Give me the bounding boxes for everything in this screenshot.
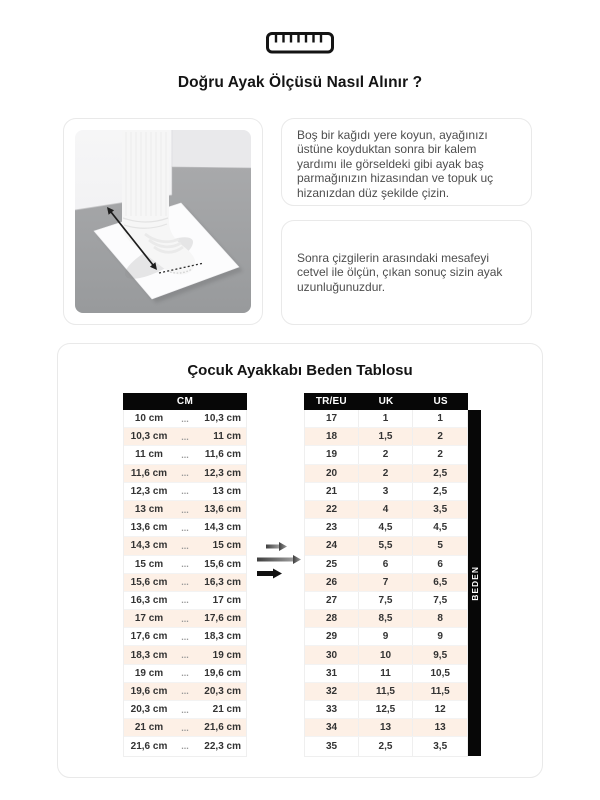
mapping-arrows-icon bbox=[257, 541, 307, 588]
cm-to-value: 18,3 cm bbox=[204, 631, 241, 643]
cm-to-value: 12,3 cm bbox=[204, 467, 241, 479]
size-uk-value: 1,5 bbox=[359, 428, 413, 445]
size-us-value: 13 bbox=[434, 722, 446, 734]
cm-from-value: 20,3 cm bbox=[130, 704, 168, 716]
cm-from-value: 18,3 cm bbox=[130, 649, 168, 661]
size-us-value: 2,5 bbox=[433, 485, 448, 497]
size-tr-eu-value: 25 bbox=[305, 556, 359, 573]
size-us-value: 4,5 bbox=[433, 522, 448, 534]
range-separator: ... bbox=[181, 540, 189, 551]
size-uk-value: 2 bbox=[359, 465, 413, 482]
range-separator: ... bbox=[181, 686, 189, 697]
size-us-value: 2 bbox=[437, 431, 443, 443]
cm-to-value: 17 cm bbox=[212, 594, 241, 606]
range-separator: ... bbox=[181, 595, 189, 606]
size-us-value: 6 bbox=[437, 558, 443, 570]
size-table-row bbox=[305, 701, 467, 719]
cm-from-value: 15,6 cm bbox=[130, 576, 168, 588]
cm-table-row bbox=[124, 519, 246, 537]
size-table-row bbox=[305, 537, 467, 555]
cm-table-header: CM bbox=[123, 393, 247, 410]
size-uk-value: 4,5 bbox=[359, 519, 413, 536]
size-table-row bbox=[305, 592, 467, 610]
cm-from-value: 16,3 cm bbox=[130, 594, 168, 606]
cm-to-value: 22,3 cm bbox=[204, 740, 241, 752]
foot-measure-image-card bbox=[63, 118, 263, 325]
size-tr-eu-value: 19 bbox=[305, 446, 359, 463]
cm-table-row bbox=[124, 628, 246, 646]
ruler-icon bbox=[0, 30, 600, 61]
size-tr-eu-value: 20 bbox=[305, 465, 359, 482]
size-uk-value: 10 bbox=[359, 646, 413, 663]
size-table-row bbox=[305, 610, 467, 628]
size-tr-eu-value: 29 bbox=[305, 628, 359, 645]
range-separator: ... bbox=[181, 650, 189, 661]
size-table-body bbox=[304, 410, 468, 757]
range-separator: ... bbox=[181, 468, 189, 479]
foot-measure-photo bbox=[75, 130, 251, 313]
beden-vertical-bar bbox=[468, 410, 481, 756]
cm-table-row bbox=[124, 610, 246, 628]
cm-from-value: 17,6 cm bbox=[130, 631, 168, 643]
size-tr-eu-value: 24 bbox=[305, 537, 359, 554]
cm-table-row bbox=[124, 465, 246, 483]
size-us-value: 11,5 bbox=[430, 685, 450, 697]
cm-from-value: 21,6 cm bbox=[130, 740, 168, 752]
size-table-row bbox=[305, 446, 467, 464]
size-uk-value: 11,5 bbox=[359, 683, 413, 700]
cm-to-value: 20,3 cm bbox=[204, 685, 241, 697]
size-tr-eu-value: 34 bbox=[305, 719, 359, 736]
size-table-row bbox=[305, 646, 467, 664]
size-chart-card bbox=[57, 343, 543, 778]
cm-to-value: 21 cm bbox=[212, 704, 241, 716]
size-us-value: 2,5 bbox=[433, 467, 448, 479]
cm-to-value: 11,6 cm bbox=[204, 449, 241, 461]
cm-table-row bbox=[124, 537, 246, 555]
size-tr-eu-value: 28 bbox=[305, 610, 359, 627]
cm-table-row bbox=[124, 665, 246, 683]
instruction-step-2: Sonra çizgilerin arasındaki mesafeyi cetvel ile ölçün, çıkan sonuç sizin ayak uzunluğunuzdur. bbox=[297, 250, 503, 294]
size-table-header-uk: UK bbox=[378, 396, 394, 407]
range-separator: ... bbox=[181, 486, 189, 497]
cm-table-row bbox=[124, 719, 246, 737]
size-uk-value: 13 bbox=[359, 719, 413, 736]
range-separator: ... bbox=[181, 722, 189, 733]
cm-to-value: 11 cm bbox=[213, 431, 241, 443]
size-us-value: 6,5 bbox=[433, 576, 448, 588]
size-uk-value: 2 bbox=[359, 446, 413, 463]
size-table bbox=[304, 393, 468, 757]
cm-table-row bbox=[124, 501, 246, 519]
size-us-value: 1 bbox=[437, 413, 443, 425]
cm-from-value: 11 cm bbox=[135, 449, 163, 461]
size-us-value: 3,5 bbox=[433, 504, 448, 516]
range-separator: ... bbox=[181, 577, 189, 588]
cm-to-value: 13,6 cm bbox=[204, 504, 241, 516]
size-table-header-us: US bbox=[433, 396, 448, 407]
cm-table bbox=[123, 393, 247, 757]
size-tr-eu-value: 32 bbox=[305, 683, 359, 700]
beden-label: BEDEN bbox=[469, 565, 480, 601]
cm-table-row bbox=[124, 446, 246, 464]
cm-from-value: 10 cm bbox=[134, 413, 164, 425]
cm-table-row bbox=[124, 592, 246, 610]
cm-to-value: 10,3 cm bbox=[204, 413, 241, 425]
cm-table-row bbox=[124, 428, 246, 446]
size-table-row bbox=[305, 628, 467, 646]
size-table-row bbox=[305, 465, 467, 483]
size-table-row bbox=[305, 501, 467, 519]
cm-table-row bbox=[124, 646, 246, 664]
cm-to-value: 13 cm bbox=[212, 485, 241, 497]
cm-from-value: 10,3 cm bbox=[130, 431, 168, 443]
size-tr-eu-value: 30 bbox=[305, 646, 359, 663]
instruction-step-1: Boş bir kağıdı yere koyun, ayağınızı üstüne koyduktan sonra bir kalem yardımı ile görseldeki gibi ayak baş parmağınızın hizasından ve topuk uç hizanızdan düz şekilde çizin. bbox=[297, 128, 494, 200]
cm-to-value: 15 cm bbox=[212, 540, 241, 552]
cm-table-row bbox=[124, 410, 246, 428]
size-us-value: 5 bbox=[437, 540, 443, 552]
range-separator: ... bbox=[181, 431, 189, 442]
size-tr-eu-value: 27 bbox=[305, 592, 359, 609]
size-us-value: 8 bbox=[437, 613, 443, 625]
cm-from-value: 13,6 cm bbox=[130, 522, 168, 534]
cm-from-value: 15 cm bbox=[134, 558, 164, 570]
instruction-card-2 bbox=[281, 220, 532, 325]
size-tr-eu-value: 18 bbox=[305, 428, 359, 445]
size-uk-value: 3 bbox=[359, 483, 413, 500]
cm-table-row bbox=[124, 483, 246, 501]
range-separator: ... bbox=[181, 668, 189, 679]
range-separator: ... bbox=[181, 631, 189, 642]
size-us-value: 9,5 bbox=[433, 649, 448, 661]
cm-from-value: 19 cm bbox=[134, 667, 164, 679]
cm-from-value: 19,6 cm bbox=[130, 685, 168, 697]
size-us-value: 7,5 bbox=[433, 594, 448, 606]
size-us-value: 3,5 bbox=[433, 740, 448, 752]
size-table-row bbox=[305, 519, 467, 537]
size-table-row bbox=[305, 737, 467, 755]
cm-to-value: 21,6 cm bbox=[204, 722, 241, 734]
size-us-value: 10,5 bbox=[430, 667, 450, 679]
cm-to-value: 17,6 cm bbox=[204, 613, 241, 625]
range-separator: ... bbox=[181, 741, 189, 752]
size-table-row bbox=[305, 683, 467, 701]
size-uk-value: 1 bbox=[359, 410, 413, 427]
size-table-header-row bbox=[304, 393, 468, 410]
size-table-row bbox=[305, 574, 467, 592]
size-table-row bbox=[305, 428, 467, 446]
size-table-header-tr-eu: TR/EU bbox=[315, 396, 347, 407]
range-separator: ... bbox=[181, 449, 189, 460]
size-table-row bbox=[305, 556, 467, 574]
cm-from-value: 12,3 cm bbox=[130, 485, 168, 497]
size-uk-value: 4 bbox=[359, 501, 413, 518]
size-us-value: 12 bbox=[434, 704, 446, 716]
size-uk-value: 5,5 bbox=[359, 537, 413, 554]
size-us-value: 9 bbox=[437, 631, 443, 643]
size-tr-eu-value: 21 bbox=[305, 483, 359, 500]
size-tr-eu-value: 33 bbox=[305, 701, 359, 718]
size-tr-eu-value: 22 bbox=[305, 501, 359, 518]
instruction-card-1 bbox=[281, 118, 532, 206]
size-uk-value: 7,5 bbox=[359, 592, 413, 609]
size-table-row bbox=[305, 483, 467, 501]
size-uk-value: 12,5 bbox=[359, 701, 413, 718]
cm-from-value: 13 cm bbox=[134, 504, 164, 516]
range-separator: ... bbox=[181, 613, 189, 624]
size-uk-value: 6 bbox=[359, 556, 413, 573]
cm-table-body bbox=[123, 410, 247, 757]
range-separator: ... bbox=[181, 559, 189, 570]
range-separator: ... bbox=[181, 522, 189, 533]
cm-to-value: 14,3 cm bbox=[204, 522, 241, 534]
cm-to-value: 19 cm bbox=[212, 649, 241, 661]
page-title: Doğru Ayak Ölçüsü Nasıl Alınır ? bbox=[177, 74, 423, 91]
size-tr-eu-value: 17 bbox=[305, 410, 359, 427]
size-uk-value: 9 bbox=[359, 628, 413, 645]
size-uk-value: 11 bbox=[359, 665, 413, 682]
cm-table-row bbox=[124, 574, 246, 592]
cm-table-row bbox=[124, 737, 246, 755]
cm-to-value: 16,3 cm bbox=[204, 576, 241, 588]
cm-table-row bbox=[124, 701, 246, 719]
size-tr-eu-value: 35 bbox=[305, 737, 359, 755]
cm-from-value: 21 cm bbox=[134, 722, 164, 734]
size-tr-eu-value: 23 bbox=[305, 519, 359, 536]
cm-table-row bbox=[124, 683, 246, 701]
cm-from-value: 14,3 cm bbox=[130, 540, 168, 552]
range-separator: ... bbox=[181, 413, 189, 424]
size-uk-value: 8,5 bbox=[359, 610, 413, 627]
range-separator: ... bbox=[181, 504, 189, 515]
cm-to-value: 19,6 cm bbox=[204, 667, 241, 679]
size-table-row bbox=[305, 410, 467, 428]
size-chart-title: Çocuk Ayakkabı Beden Tablosu bbox=[187, 362, 413, 379]
cm-from-value: 11,6 cm bbox=[130, 467, 168, 479]
size-table-row bbox=[305, 665, 467, 683]
size-us-value: 2 bbox=[437, 449, 443, 461]
size-uk-value: 7 bbox=[359, 574, 413, 591]
cm-to-value: 15,6 cm bbox=[204, 558, 241, 570]
range-separator: ... bbox=[181, 704, 189, 715]
cm-from-value: 17 cm bbox=[134, 613, 164, 625]
size-table-row bbox=[305, 719, 467, 737]
size-uk-value: 2,5 bbox=[359, 737, 413, 755]
size-tr-eu-value: 26 bbox=[305, 574, 359, 591]
cm-table-row bbox=[124, 556, 246, 574]
size-tr-eu-value: 31 bbox=[305, 665, 359, 682]
